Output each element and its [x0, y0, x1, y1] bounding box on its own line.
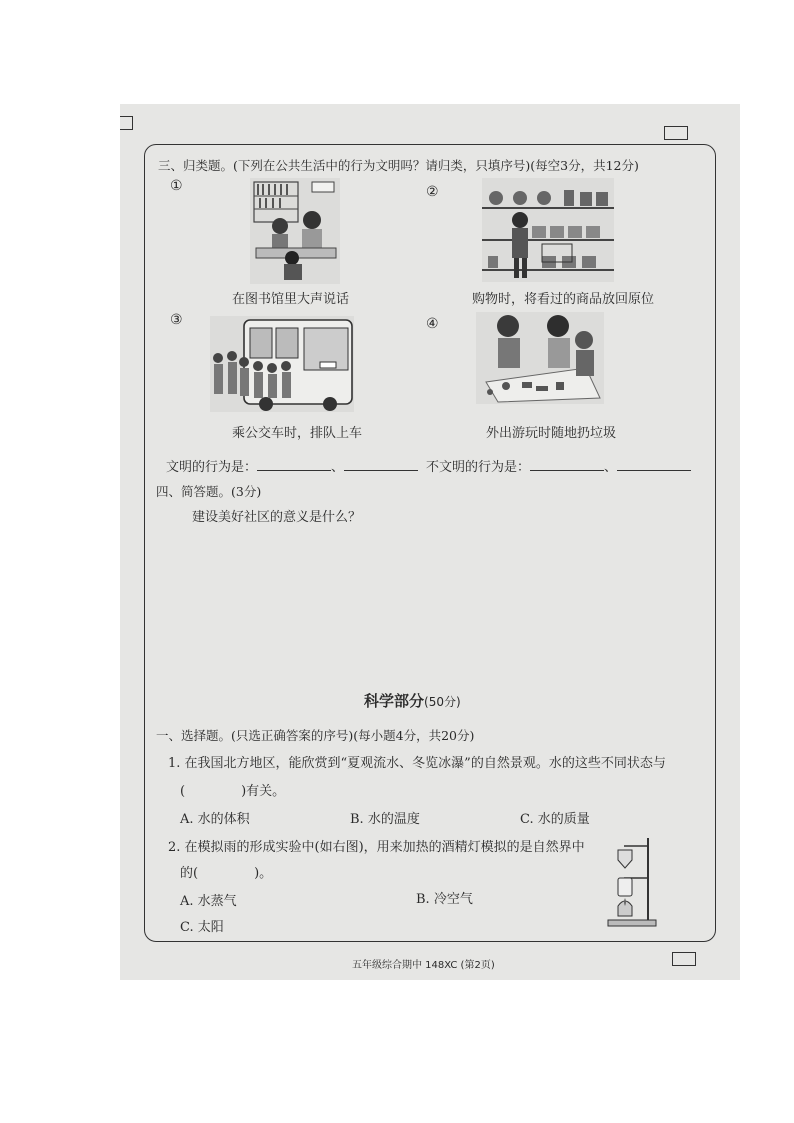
q2-option-a[interactable]: A. 水蒸气 — [180, 894, 237, 909]
q2-stem-line1: 2. 在模拟雨的形成实验中(如右图)，用来加热的酒精灯模拟的是自然界中 — [168, 840, 585, 855]
item-caption-1: 在图书馆里大声说话 — [232, 292, 350, 307]
picnic-litter-illustration — [476, 312, 604, 404]
page-footer: 五年级综合期中 148XC (第2页) — [352, 960, 495, 971]
exam-page — [120, 104, 740, 980]
item-caption-3: 乘公交车时，排队上车 — [232, 426, 363, 441]
section3-heading: 三、归类题。(下列在公共生活中的行为文明吗？请归类，只填序号)(每空3分，共12分) — [158, 158, 639, 173]
registration-mark-bottom-right — [672, 952, 696, 966]
uncivil-sep: 、 — [604, 460, 618, 475]
item-number-1: ① — [170, 178, 183, 194]
uncivil-answer-blank-1[interactable] — [530, 458, 604, 471]
item-number-4: ④ — [426, 316, 439, 332]
uncivil-answer-blank-2[interactable] — [617, 458, 691, 471]
uncivil-behavior-line — [426, 456, 691, 475]
bus-queue-illustration — [210, 316, 354, 412]
item-number-3: ③ — [170, 312, 183, 328]
q2-stem-line2 — [180, 862, 272, 881]
item-number-2: ② — [426, 184, 439, 200]
q1-stem-end: )有关。 — [241, 784, 286, 799]
science-points: (50分) — [424, 695, 461, 709]
item-caption-4: 外出游玩时随地扔垃圾 — [486, 426, 617, 441]
science-section-title — [364, 690, 461, 711]
q1-stem-line2 — [180, 780, 285, 799]
civil-sep: 、 — [331, 460, 345, 475]
q2-paren-open: 的( — [180, 866, 199, 881]
q2-stem-end: )。 — [254, 866, 273, 881]
q2-option-c[interactable]: C. 太阳 — [180, 920, 224, 935]
uncivil-label: 不文明的行为是： — [426, 460, 531, 475]
q1-stem-line1: 1. 在我国北方地区，能欣赏到“夏观流水、冬览冰瀑”的自然景观。水的这些不同状态与 — [168, 756, 666, 771]
civil-answer-blank-1[interactable] — [257, 458, 331, 471]
rain-experiment-apparatus-illustration — [604, 834, 660, 930]
q1-paren-open: ( — [180, 784, 186, 799]
library-scene-illustration — [250, 178, 340, 284]
section4-heading: 四、简答题。(3分) — [156, 484, 262, 499]
science-title: 科学部分 — [364, 692, 425, 710]
civil-answer-blank-2[interactable] — [344, 458, 418, 471]
item-caption-2: 购物时，将看过的商品放回原位 — [472, 292, 655, 307]
q1-option-b[interactable]: B. 水的温度 — [350, 812, 420, 827]
registration-mark-top-right — [664, 126, 688, 140]
store-shelf-illustration — [482, 178, 614, 282]
q1-option-c[interactable]: C. 水的质量 — [520, 812, 590, 827]
civil-label: 文明的行为是： — [166, 460, 258, 475]
registration-mark-top-left — [120, 116, 133, 130]
civil-behavior-line — [166, 456, 418, 475]
q1-option-a[interactable]: A. 水的体积 — [180, 812, 250, 827]
q2-option-b[interactable]: B. 冷空气 — [416, 892, 473, 907]
science-choice-heading: 一、选择题。(只选正确答案的序号)(每小题4分，共20分) — [156, 728, 475, 743]
section4-question: 建设美好社区的意义是什么？ — [192, 510, 362, 525]
